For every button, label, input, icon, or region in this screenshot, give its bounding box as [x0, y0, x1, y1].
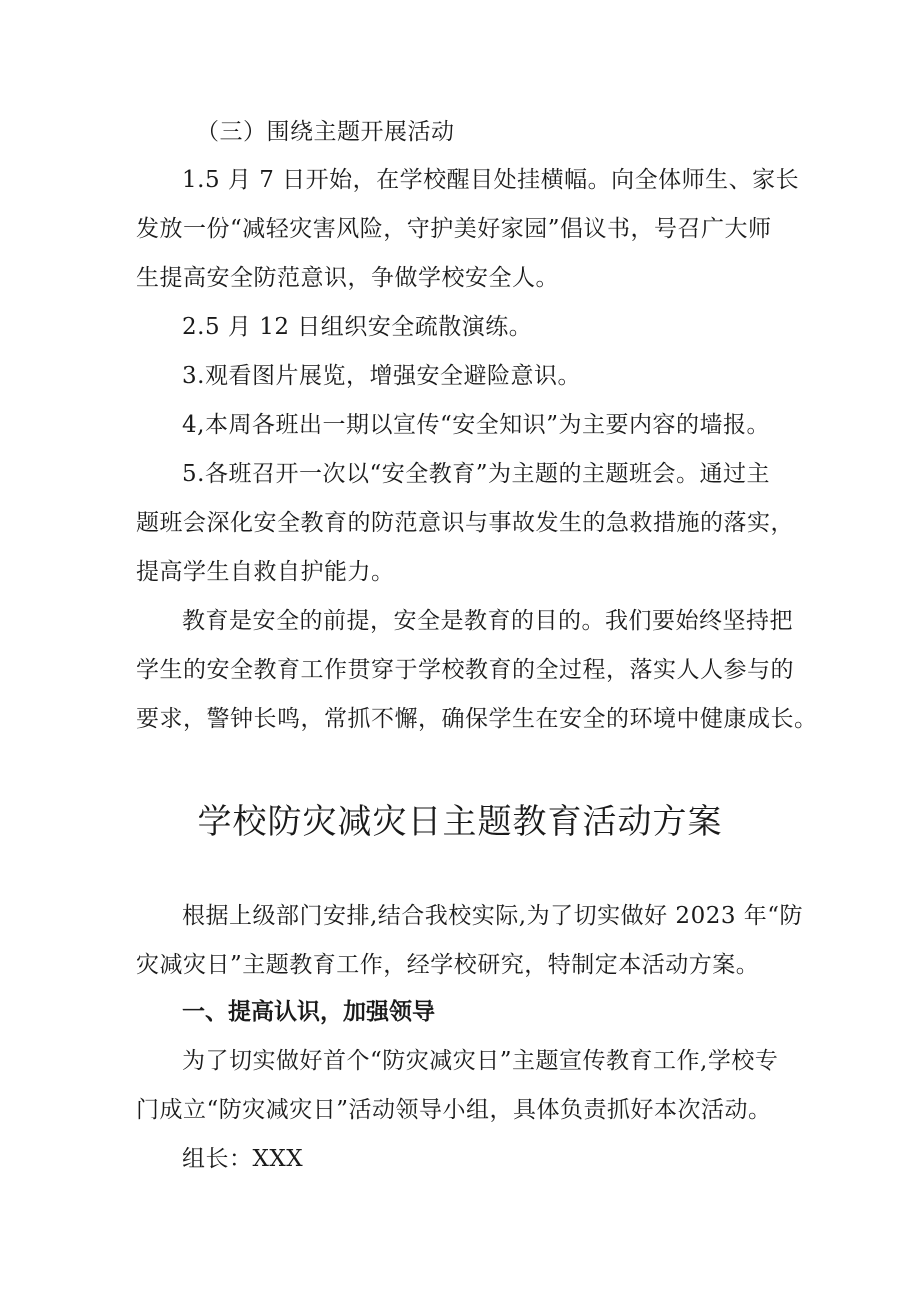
item1-line2: 发放一份“减轻灾害风险，守护美好家园”倡议书，号召广大师: [136, 216, 772, 242]
intro-line2: 灾减灾日”主题教育工作，经学校研究，特制定本活动方案。: [136, 952, 760, 978]
item5-line3: 提高学生自救自护能力。: [136, 559, 395, 585]
item5-line1: 5.各班召开一次以“安全教育”为主题的主题班会。通过主: [182, 461, 770, 487]
item2: 2.5 月 12 日组织安全疏散演练。: [182, 314, 533, 340]
closing-line3: 要求，警钟长鸣，常抓不懈，确保学生在安全的环境中健康成长。: [136, 706, 818, 732]
closing-line1: 教育是安全的前提，安全是教育的目的。我们要始终坚持把: [182, 608, 793, 634]
item5-line2: 题班会深化安全教育的防范意识与事故发生的急救措施的落实，: [136, 510, 794, 536]
para1-line2: 门成立“防灾减灾日”活动领导小组，具体负责抓好本次活动。: [136, 1097, 772, 1123]
leader-line: 组长：XXX: [182, 1146, 304, 1172]
item4: 4,本周各班出一期以宣传“安全知识”为主要内容的墙报。: [182, 412, 770, 438]
closing-line2: 学生的安全教育工作贯穿于学校教育的全过程，落实人人参与的: [136, 657, 794, 683]
item3: 3.观看图片展览，增强安全避险意识。: [182, 363, 581, 389]
item1-line3: 生提高安全防范意识，争做学校安全人。: [136, 265, 559, 291]
para1-line1: 为了切实做好首个“防灾减灾日”主题宣传教育工作,学校专: [182, 1048, 779, 1074]
document-title: 学校防灾减灾日主题教育活动方案: [197, 802, 723, 842]
subheading-activities: （三）围绕主题开展活动: [196, 119, 455, 145]
item1-line1: 1.5 月 7 日开始，在学校醒目处挂横幅。向全体师生、家长: [182, 167, 800, 193]
section-heading-1: 一、提高认识，加强领导: [182, 999, 435, 1025]
intro-line1: 根据上级部门安排,结合我校实际,为了切实做好 2023 年“防: [182, 903, 804, 929]
